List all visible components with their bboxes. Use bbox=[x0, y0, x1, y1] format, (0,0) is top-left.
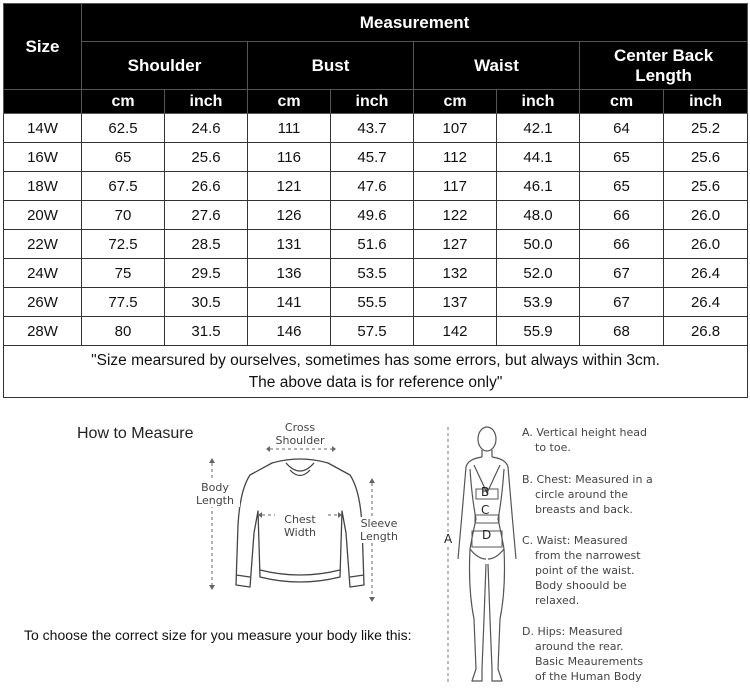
table-row bbox=[4, 288, 748, 317]
definition-text: from the narrowest bbox=[535, 549, 641, 562]
measurement-cell: 64 bbox=[580, 114, 664, 143]
figure-letter-a: A bbox=[444, 532, 453, 546]
cross-shoulder-label bbox=[270, 421, 330, 447]
measurement-cell: 25.6 bbox=[664, 143, 748, 172]
figure-letter-b: B bbox=[481, 485, 490, 499]
measurement-cell: 80 bbox=[82, 317, 165, 346]
measurement-cell: 65 bbox=[580, 143, 664, 172]
measurement-definition-item bbox=[522, 425, 672, 455]
size-cell: 14W bbox=[4, 114, 82, 143]
sleeve-length-label bbox=[354, 517, 404, 543]
measurement-cell: 53.9 bbox=[497, 288, 580, 317]
measurement-cell: 70 bbox=[82, 201, 165, 230]
size-cell: 20W bbox=[4, 201, 82, 230]
cross-shoulder-line1: Cross bbox=[284, 421, 316, 434]
note-line-1: "Size mearsured by ourselves, sometimes has some errors, but always within 3cm. bbox=[91, 351, 660, 369]
table-row bbox=[4, 114, 748, 143]
unit-header: inch bbox=[331, 90, 414, 114]
measurement-cell: 67.5 bbox=[82, 172, 165, 201]
size-cell: 22W bbox=[4, 230, 82, 259]
measurement-cell: 131 bbox=[248, 230, 331, 259]
measurement-cell: 30.5 bbox=[165, 288, 248, 317]
definition-text: point of the waist. bbox=[535, 564, 635, 577]
measurement-definition-item bbox=[522, 533, 672, 608]
measurement-definition-item bbox=[522, 472, 672, 517]
measurement-cell: 72.5 bbox=[82, 230, 165, 259]
definition-text: of the Human Body bbox=[535, 670, 642, 683]
body-length-line1: Body bbox=[201, 481, 229, 494]
definition-text: Basic Meaurements bbox=[535, 655, 644, 668]
choose-size-instruction: To choose the correct size for you measure your body like this: bbox=[24, 627, 412, 643]
measurement-cell: 55.9 bbox=[497, 317, 580, 346]
measurement-cell: 26.6 bbox=[165, 172, 248, 201]
measurement-cell: 50.0 bbox=[497, 230, 580, 259]
figure-letter-d: D bbox=[482, 528, 492, 542]
measurement-cell: 107 bbox=[414, 114, 497, 143]
definition-text: relaxed. bbox=[535, 594, 580, 607]
measurement-cell: 29.5 bbox=[165, 259, 248, 288]
size-header-spacer bbox=[4, 90, 82, 114]
size-cell: 18W bbox=[4, 172, 82, 201]
unit-header: inch bbox=[165, 90, 248, 114]
measurement-cell: 67 bbox=[580, 259, 664, 288]
measurement-cell: 51.6 bbox=[331, 230, 414, 259]
measurement-cell: 43.7 bbox=[331, 114, 414, 143]
measurement-cell: 25.6 bbox=[664, 172, 748, 201]
table-row bbox=[4, 317, 748, 346]
definition-text: breasts and back. bbox=[535, 503, 633, 516]
how-to-measure-title: How to Measure bbox=[77, 425, 194, 442]
measurement-cell: 142 bbox=[414, 317, 497, 346]
center-back-length-header: Center Back Length bbox=[580, 42, 748, 90]
size-cell: 24W bbox=[4, 259, 82, 288]
definition-label: B. Chest: Measured in a bbox=[522, 473, 653, 486]
size-cell: 28W bbox=[4, 317, 82, 346]
measurement-cell: 46.1 bbox=[497, 172, 580, 201]
measurement-cell: 77.5 bbox=[82, 288, 165, 317]
measurement-cell: 66 bbox=[580, 201, 664, 230]
measurement-cell: 127 bbox=[414, 230, 497, 259]
measurement-cell: 48.0 bbox=[497, 201, 580, 230]
measurement-cell: 132 bbox=[414, 259, 497, 288]
size-cell: 16W bbox=[4, 143, 82, 172]
note-line-2: The above data is for reference only" bbox=[248, 373, 503, 391]
size-cell: 26W bbox=[4, 288, 82, 317]
definition-text: to toe. bbox=[535, 441, 571, 454]
measurement-cell: 112 bbox=[414, 143, 497, 172]
body-figure-diagram bbox=[442, 419, 532, 689]
measurement-cell: 25.6 bbox=[165, 143, 248, 172]
measurement-cell: 24.6 bbox=[165, 114, 248, 143]
table-row bbox=[4, 172, 748, 201]
figure-letter-c: C bbox=[481, 503, 490, 517]
sleeve-length-line1: Sleeve bbox=[360, 517, 398, 530]
measurement-cell: 49.6 bbox=[331, 201, 414, 230]
measurement-cell: 126 bbox=[248, 201, 331, 230]
body-length-line2: Length bbox=[196, 494, 234, 507]
definition-label: A. Vertical height head bbox=[522, 426, 648, 439]
shoulder-header: Shoulder bbox=[82, 42, 248, 90]
measurement-cell: 47.6 bbox=[331, 172, 414, 201]
unit-header: cm bbox=[580, 90, 664, 114]
measure-guide bbox=[0, 405, 750, 690]
measurement-cell: 31.5 bbox=[165, 317, 248, 346]
measurement-cell: 111 bbox=[248, 114, 331, 143]
measurement-cell: 68 bbox=[580, 317, 664, 346]
chest-width-label bbox=[275, 513, 325, 539]
measurement-cell: 62.5 bbox=[82, 114, 165, 143]
unit-header: inch bbox=[664, 90, 748, 114]
chest-width-line2: Width bbox=[284, 526, 316, 539]
definition-text: Body shoould be bbox=[535, 579, 627, 592]
cross-shoulder-line2: Shoulder bbox=[275, 434, 325, 447]
chest-width-line1: Chest bbox=[284, 513, 316, 526]
measurement-cell: 146 bbox=[248, 317, 331, 346]
unit-header: cm bbox=[248, 90, 331, 114]
measurement-cell: 65 bbox=[82, 143, 165, 172]
measurement-cell: 75 bbox=[82, 259, 165, 288]
measurement-cell: 67 bbox=[580, 288, 664, 317]
measurement-cell: 53.5 bbox=[331, 259, 414, 288]
definition-label: D. Hips: Measured bbox=[522, 625, 623, 638]
measurement-cell: 26.0 bbox=[664, 201, 748, 230]
unit-header: inch bbox=[497, 90, 580, 114]
measurement-cell: 121 bbox=[248, 172, 331, 201]
measurement-cell: 65 bbox=[580, 172, 664, 201]
measurement-cell: 122 bbox=[414, 201, 497, 230]
bust-header: Bust bbox=[248, 42, 414, 90]
measurement-cell: 52.0 bbox=[497, 259, 580, 288]
measurement-cell: 136 bbox=[248, 259, 331, 288]
definition-label: C. Waist: Measured bbox=[522, 534, 628, 547]
unit-header: cm bbox=[82, 90, 165, 114]
table-row bbox=[4, 230, 748, 259]
definition-text: around the rear. bbox=[535, 640, 624, 653]
measurement-cell: 137 bbox=[414, 288, 497, 317]
measurement-definition-item bbox=[522, 624, 672, 684]
measurement-cell: 57.5 bbox=[331, 317, 414, 346]
measurement-cell: 44.1 bbox=[497, 143, 580, 172]
table-row bbox=[4, 259, 748, 288]
measurement-cell: 117 bbox=[414, 172, 497, 201]
definition-text: circle around the bbox=[535, 488, 628, 501]
measurement-cell: 25.2 bbox=[664, 114, 748, 143]
table-row bbox=[4, 143, 748, 172]
measurement-cell: 141 bbox=[248, 288, 331, 317]
measurement-cell: 26.8 bbox=[664, 317, 748, 346]
measurement-cell: 45.7 bbox=[331, 143, 414, 172]
measurement-header: Measurement bbox=[82, 4, 748, 42]
size-disclaimer-note bbox=[4, 346, 748, 398]
size-header: Size bbox=[4, 4, 82, 90]
measurement-cell: 116 bbox=[248, 143, 331, 172]
table-row bbox=[4, 201, 748, 230]
waist-header: Waist bbox=[414, 42, 580, 90]
measurement-cell: 26.4 bbox=[664, 259, 748, 288]
size-chart-table bbox=[3, 3, 748, 398]
measurement-cell: 55.5 bbox=[331, 288, 414, 317]
unit-header: cm bbox=[414, 90, 497, 114]
measurement-cell: 28.5 bbox=[165, 230, 248, 259]
measurement-cell: 66 bbox=[580, 230, 664, 259]
measurement-cell: 42.1 bbox=[497, 114, 580, 143]
measurement-cell: 27.6 bbox=[165, 201, 248, 230]
measurement-cell: 26.0 bbox=[664, 230, 748, 259]
sleeve-length-line2: Length bbox=[360, 530, 398, 543]
body-length-label bbox=[190, 481, 240, 507]
measurement-cell: 26.4 bbox=[664, 288, 748, 317]
